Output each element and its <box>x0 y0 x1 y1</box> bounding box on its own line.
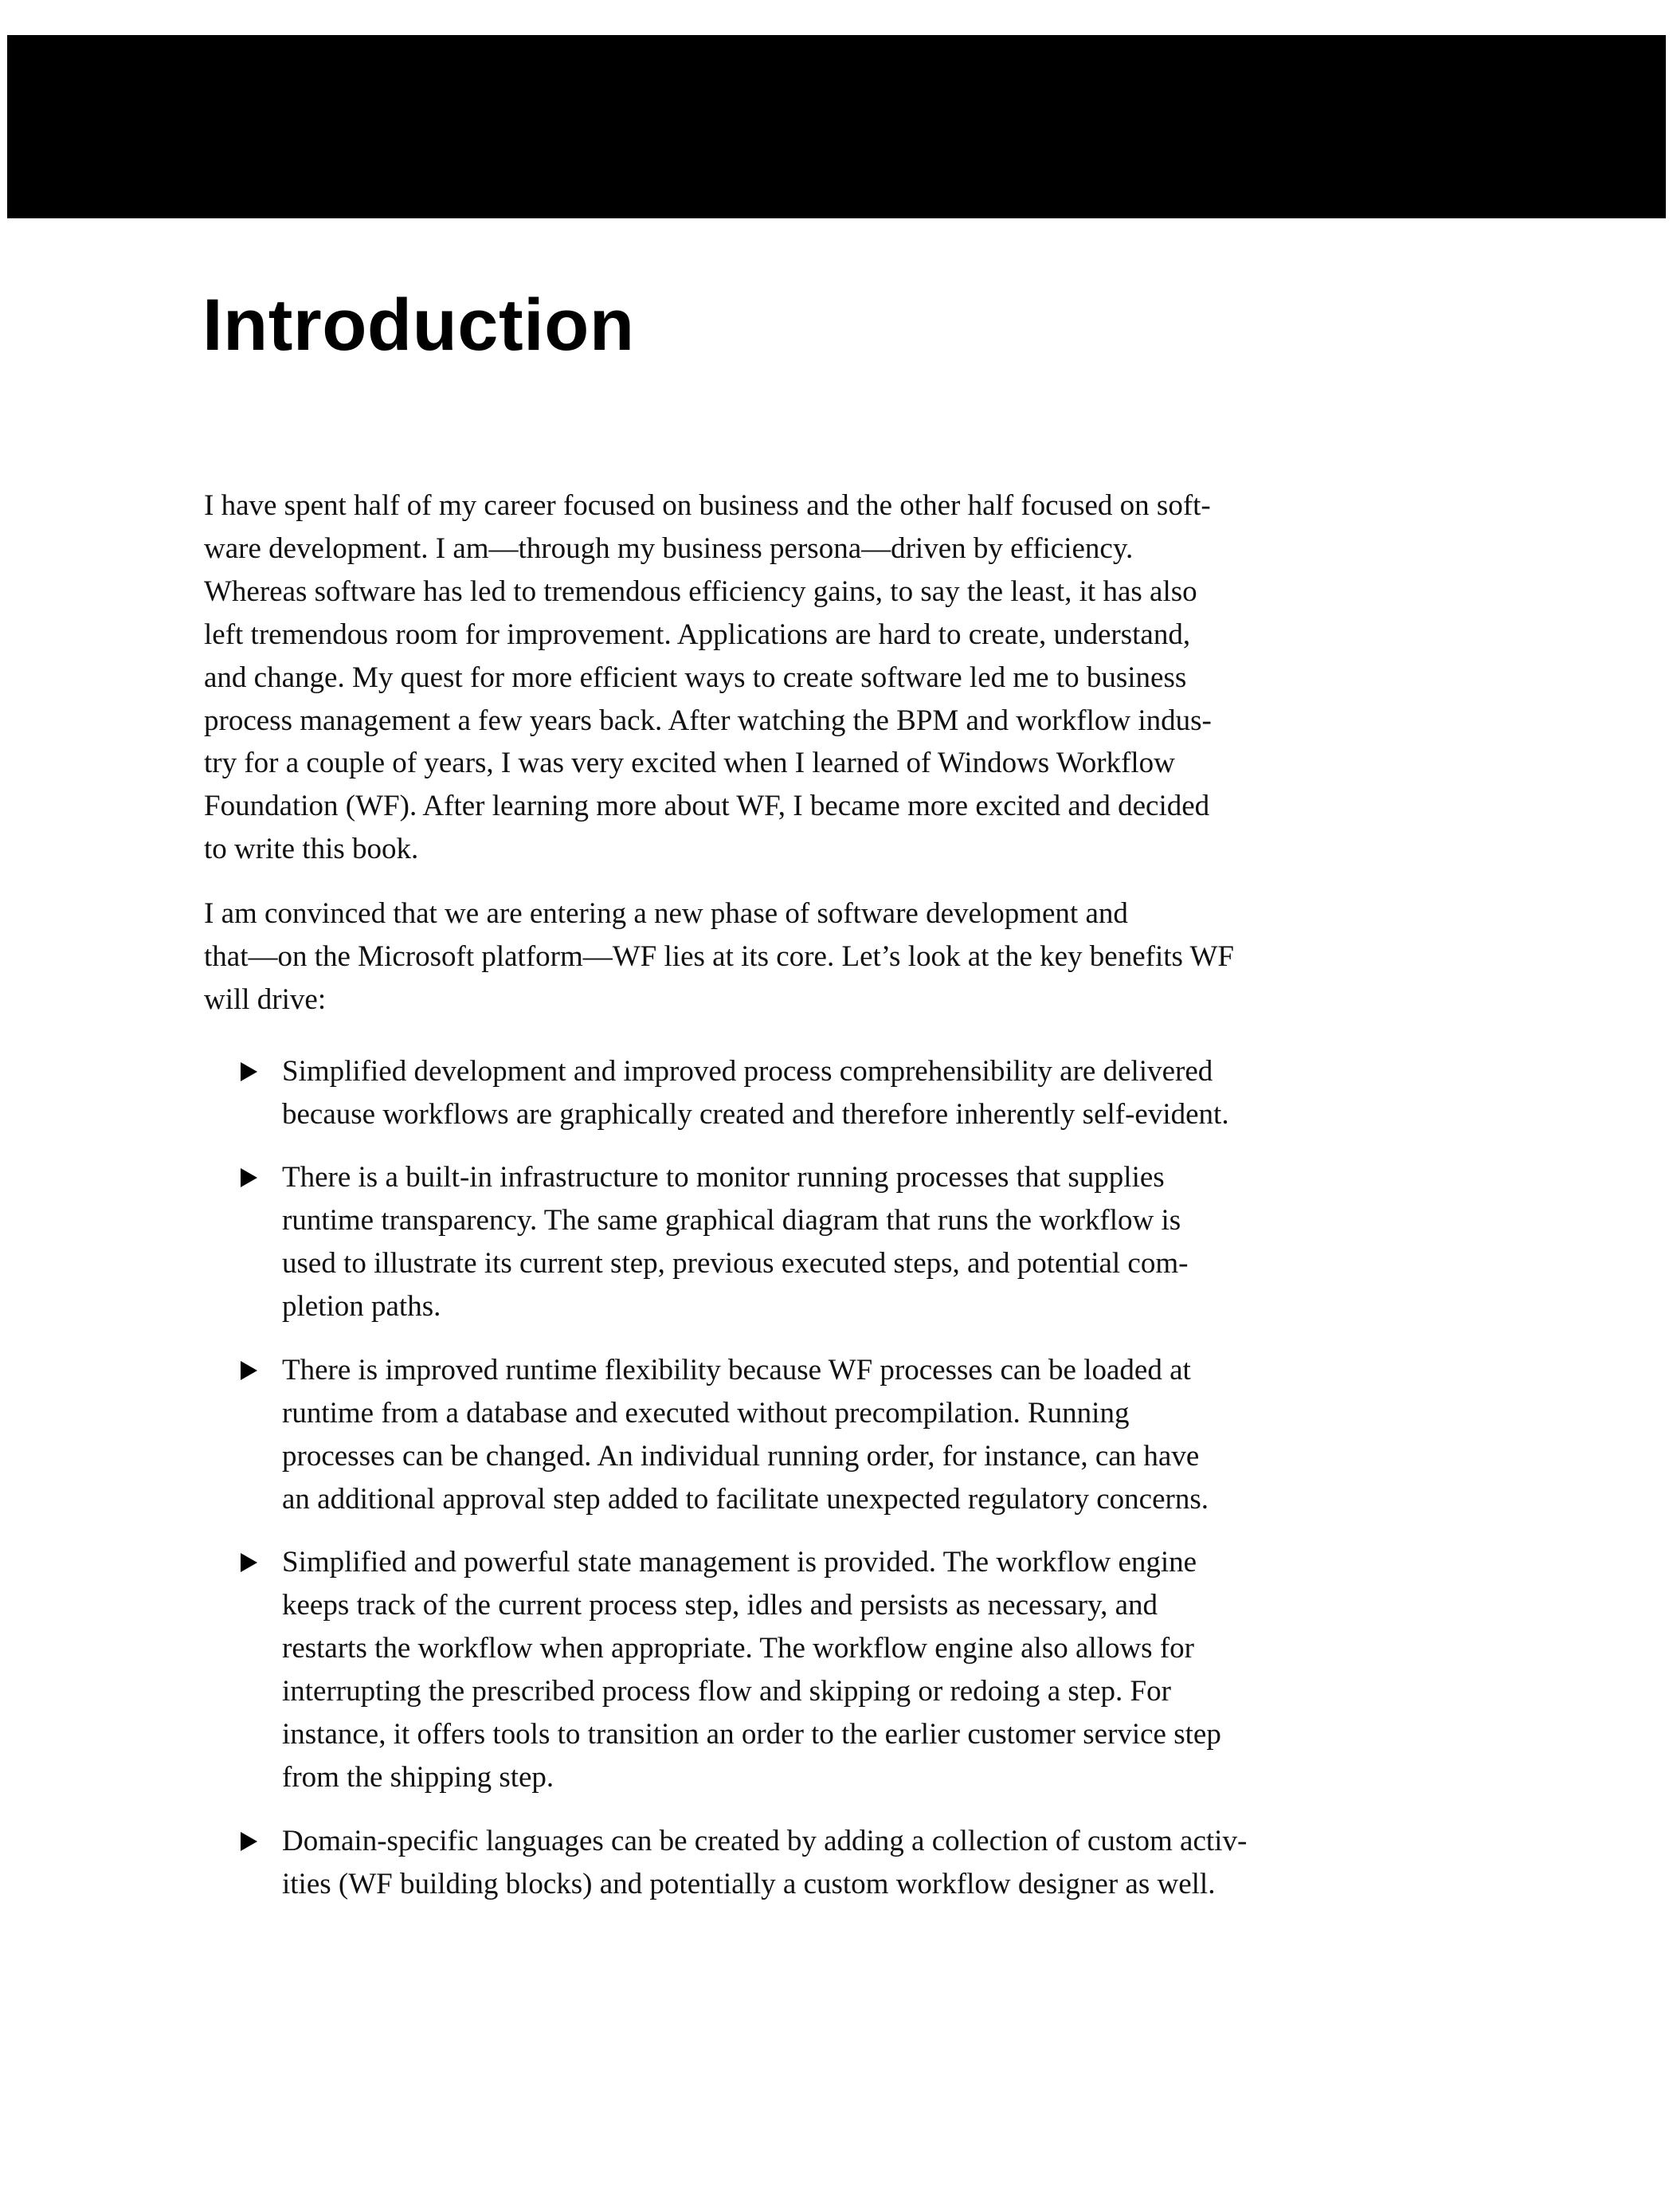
text-line: pletion paths. <box>282 1289 441 1323</box>
paragraph-2 <box>204 892 1234 1022</box>
bullet-triangle-icon <box>241 1062 257 1081</box>
text-line: runtime from a database and executed without precompilation. Running <box>282 1396 1130 1430</box>
text-line: instance, it offers tools to transition an order to the earlier customer service step <box>282 1717 1221 1751</box>
header-black-bar <box>7 35 1666 218</box>
text-line: processes can be changed. An individual running order, for instance, can have <box>282 1439 1200 1473</box>
text-line: and change. My quest for more efficient ways to create software led me to business <box>204 661 1187 694</box>
text-line: process management a few years back. After watching the BPM and workflow indus- <box>204 704 1212 737</box>
bullet-item <box>282 1156 1188 1328</box>
bullet-item <box>282 1820 1247 1906</box>
bullet-triangle-icon <box>241 1361 257 1380</box>
text-line: because workflows are graphically created and therefore inherently self-evident. <box>282 1097 1229 1131</box>
text-line: restarts the workflow when appropriate. The workflow engine also allows for <box>282 1631 1194 1665</box>
text-line: Domain-specific languages can be created by adding a collection of custom activ- <box>282 1825 1248 1857</box>
text-line: keeps track of the current process step, idles and persists as necessary, and <box>282 1588 1158 1622</box>
bullet-item <box>282 1050 1229 1136</box>
bullet-triangle-icon <box>241 1553 257 1572</box>
text-line: Simplified and powerful state management is provided. The workflow engine <box>282 1546 1197 1579</box>
bullet-triangle-icon <box>241 1832 257 1851</box>
text-line: to write this book. <box>204 833 419 866</box>
text-line: will drive: <box>204 982 327 1016</box>
text-line: There is improved runtime flexibility because WF processes can be loaded at <box>282 1354 1191 1386</box>
paragraph-1 <box>204 484 1212 871</box>
text-line: ities (WF building blocks) and potentially a custom workflow designer as well. <box>282 1867 1216 1900</box>
text-line: an additional approval step added to facilitate unexpected regulatory concerns. <box>282 1482 1209 1516</box>
text-line: left tremendous room for improvement. Applications are hard to create, understand, <box>204 618 1191 651</box>
text-line: Simplified development and improved process comprehensibility are delivered <box>282 1055 1213 1088</box>
text-line: that—on the Microsoft platform—WF lies at its core. Let’s look at the key benefits WF <box>204 939 1235 973</box>
text-line: ware development. I am—through my business persona—driven by efficiency. <box>204 531 1134 565</box>
text-line: runtime transparency. The same graphical diagram that runs the workflow is <box>282 1203 1181 1237</box>
bullet-item <box>282 1349 1209 1521</box>
text-line: used to illustrate its current step, previous executed steps, and potential com- <box>282 1246 1189 1280</box>
page-title: Introduction <box>202 284 635 366</box>
text-line: I have spent half of my career focused on business and the other half focused on soft- <box>204 489 1211 522</box>
text-line: interrupting the prescribed process flow and skipping or redoing a step. For <box>282 1674 1171 1708</box>
text-line: Whereas software has led to tremendous efficiency gains, to say the least, it has also <box>204 575 1197 608</box>
bullet-item <box>282 1541 1221 1798</box>
bullet-triangle-icon <box>241 1168 257 1187</box>
text-line: Foundation (WF). After learning more about WF, I became more excited and decided <box>204 790 1210 823</box>
text-line: There is a built-in infrastructure to monitor running processes that supplies <box>282 1161 1165 1194</box>
text-line: try for a couple of years, I was very excited when I learned of Windows Workflow <box>204 747 1175 780</box>
text-line: I am convinced that we are entering a new phase of software development and <box>204 897 1128 930</box>
text-line: from the shipping step. <box>282 1760 554 1794</box>
